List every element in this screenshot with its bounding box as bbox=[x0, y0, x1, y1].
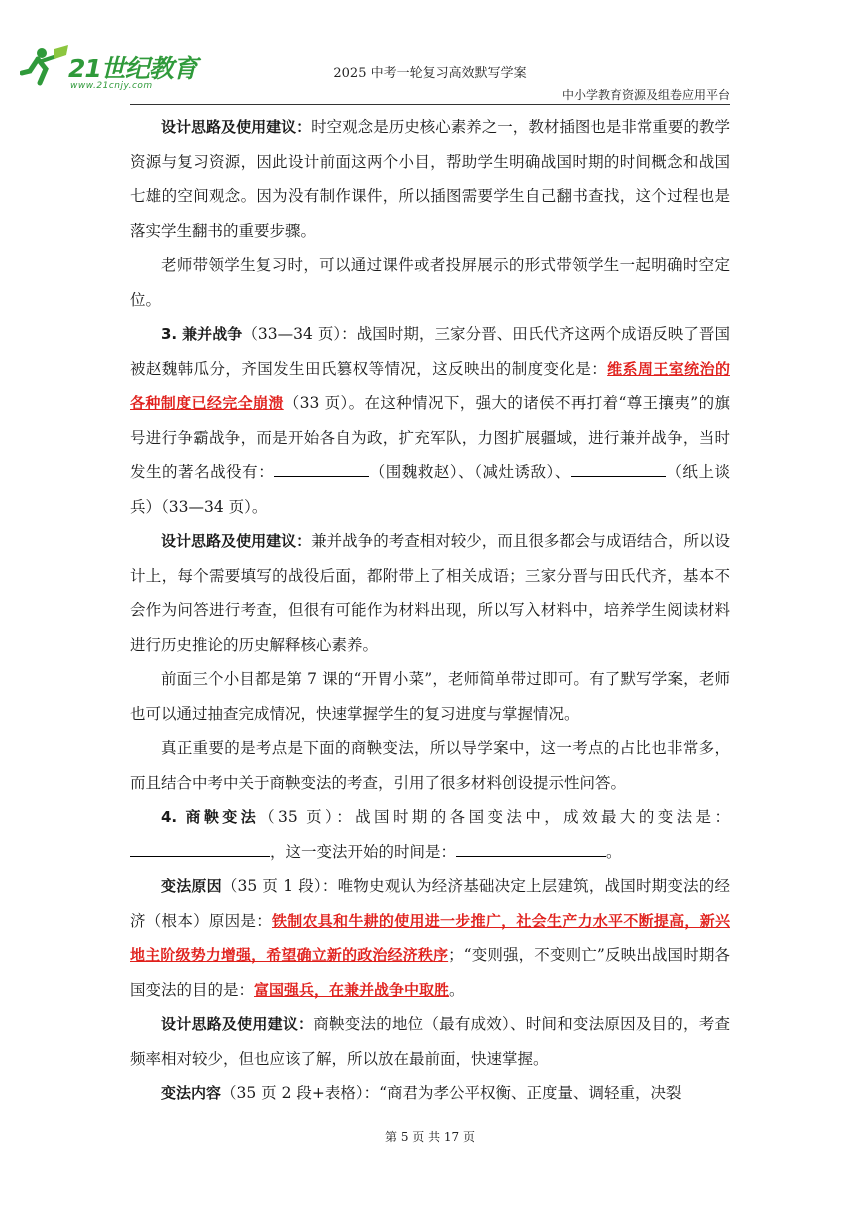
fill-blank[interactable] bbox=[274, 460, 369, 477]
paragraph-teacher-guide bbox=[130, 248, 730, 317]
design-note-label: 设计思路及使用建议： bbox=[161, 118, 312, 136]
section-number: 3. bbox=[161, 325, 178, 343]
teacher-guide-text: 老师带领学生复习时，可以通过课件或者投屏展示的形式带领学生一起明确时空定位。 bbox=[130, 256, 730, 309]
annexation-text-d: （纸上谈兵）（33—34 页）。 bbox=[130, 463, 730, 516]
paragraph-shang-yang-reform bbox=[130, 800, 730, 869]
reform-content-text: （35 页 2 段+表格）：“商君为孝公平权衡、正度量、调轻重，决裂 bbox=[221, 1084, 682, 1102]
paragraph-appetizer-note bbox=[130, 662, 730, 731]
design-note-label: 设计思路及使用建议： bbox=[161, 532, 312, 550]
section-heading: 兼并战争 bbox=[182, 325, 243, 343]
answer-red-text: 铁制农具和牛耕的使用进一步推广，社会生产力水平不断提高，新兴地主阶级势力增强，希望确立新的政治经济秩序 bbox=[130, 911, 730, 964]
section-heading: 商鞅变法 bbox=[185, 808, 260, 826]
header-divider bbox=[130, 104, 730, 105]
answer-red-text: 富国强兵，在兼并战争中取胜 bbox=[254, 980, 450, 999]
annexation-text-b: （33 页）。在这种情况下，强大的诸侯不再打着“尊王攘夷”的旗号进行争霸战争，而是开始各自为政，扩充军队，力图扩展疆域，进行兼并战争，当时发生的著名战役有： bbox=[130, 394, 730, 481]
paragraph-reform-content bbox=[130, 1076, 730, 1111]
paragraph-design-note-1 bbox=[130, 110, 730, 248]
paragraph-reform-causes bbox=[130, 869, 730, 1007]
document-title: 2025 中考一轮复习高效默写学案 bbox=[333, 66, 527, 81]
answer-red-text: 维系周王室统治的各种制度已经完全崩溃 bbox=[130, 359, 730, 412]
logo-url: www.21cnjy.com bbox=[70, 81, 153, 91]
reform-text-c: 。 bbox=[606, 842, 622, 861]
fill-blank[interactable] bbox=[130, 840, 270, 857]
paragraph-design-note-3 bbox=[130, 1007, 730, 1076]
causes-text-b: ；“变则强，不变则亡”反映出战国时期各国变法的目的是： bbox=[130, 946, 730, 999]
page-header bbox=[0, 0, 860, 104]
design-note-text: 兼并战争的考查相对较少，而且很多都会与成语结合，所以设计上，每个需要填写的战役后面，都附带上了相关成语；三家分晋与田氏代齐，基本不会作为问答进行考查，但很有可能作为材料出现，所以写入材料中，培养学生阅读材料进行历史推论的历史解释核心素养。 bbox=[130, 532, 730, 654]
causes-text-c: 。 bbox=[449, 980, 465, 999]
reform-text-b: ，这一变法开始的时间是： bbox=[270, 842, 457, 861]
key-point-text: 真正重要的是考点是下面的商鞅变法，所以导学案中，这一考点的占比也非常多，而且结合中考中关于商鞅变法的考查，引用了很多材料创设提示性问答。 bbox=[130, 739, 730, 792]
annexation-text-c: （围魏救赵）、（减灶诱敌）、 bbox=[369, 463, 571, 481]
appetizer-text: 前面三个小目都是第 7 课的“开胃小菜”，老师简单带过即可。有了默写学案，老师也可以通过抽查完成情况，快速掌握学生的复习进度与掌握情况。 bbox=[130, 670, 730, 723]
design-note-text: 时空观念是历史核心素养之一，教材插图也是非常重要的教学资源与复习资源，因此设计前面这两个小目，帮助学生明确战国时期的时间概念和战国七雄的空间观念。因为没有制作课件，所以插图需要学生自己翻书查找，这个过程也是落实学生翻书的重要步骤。 bbox=[130, 118, 730, 240]
subsection-heading: 变法原因 bbox=[161, 877, 222, 895]
document-body bbox=[130, 110, 730, 1111]
annexation-text-a: （33—34 页）：战国时期，三家分晋、田氏代齐这两个成语反映了晋国被赵魏韩瓜分，齐国发生田氏篡权等情况，这反映出的制度变化是： bbox=[130, 325, 730, 378]
paragraph-annexation-wars bbox=[130, 317, 730, 524]
design-note-text: 商鞅变法的地位（最有成效）、时间和变法原因及目的，考查频率相对较少，但也应该了解，所以放在最前面，快速掌握。 bbox=[130, 1015, 730, 1068]
page-footer: 第 5 页 共 17 页 bbox=[385, 1130, 475, 1144]
fill-blank[interactable] bbox=[571, 460, 666, 477]
fill-blank[interactable] bbox=[456, 840, 606, 857]
causes-text-a: （35 页 1 段）：唯物史观认为经济基础决定上层建筑，战国时期变法的经济（根本）原因是： bbox=[130, 877, 730, 930]
platform-label: 中小学教育资源及组卷应用平台 bbox=[561, 88, 730, 102]
paragraph-key-point-note bbox=[130, 731, 730, 800]
section-number: 4. bbox=[161, 808, 178, 826]
paragraph-design-note-2 bbox=[130, 524, 730, 662]
design-note-label: 设计思路及使用建议： bbox=[161, 1015, 314, 1033]
reform-text-a: （35 页）：战国时期的各国变法中，成效最大的变法是： bbox=[259, 808, 730, 826]
logo-text: 21世纪教育 bbox=[68, 54, 197, 83]
subsection-heading: 变法内容 bbox=[161, 1084, 222, 1102]
